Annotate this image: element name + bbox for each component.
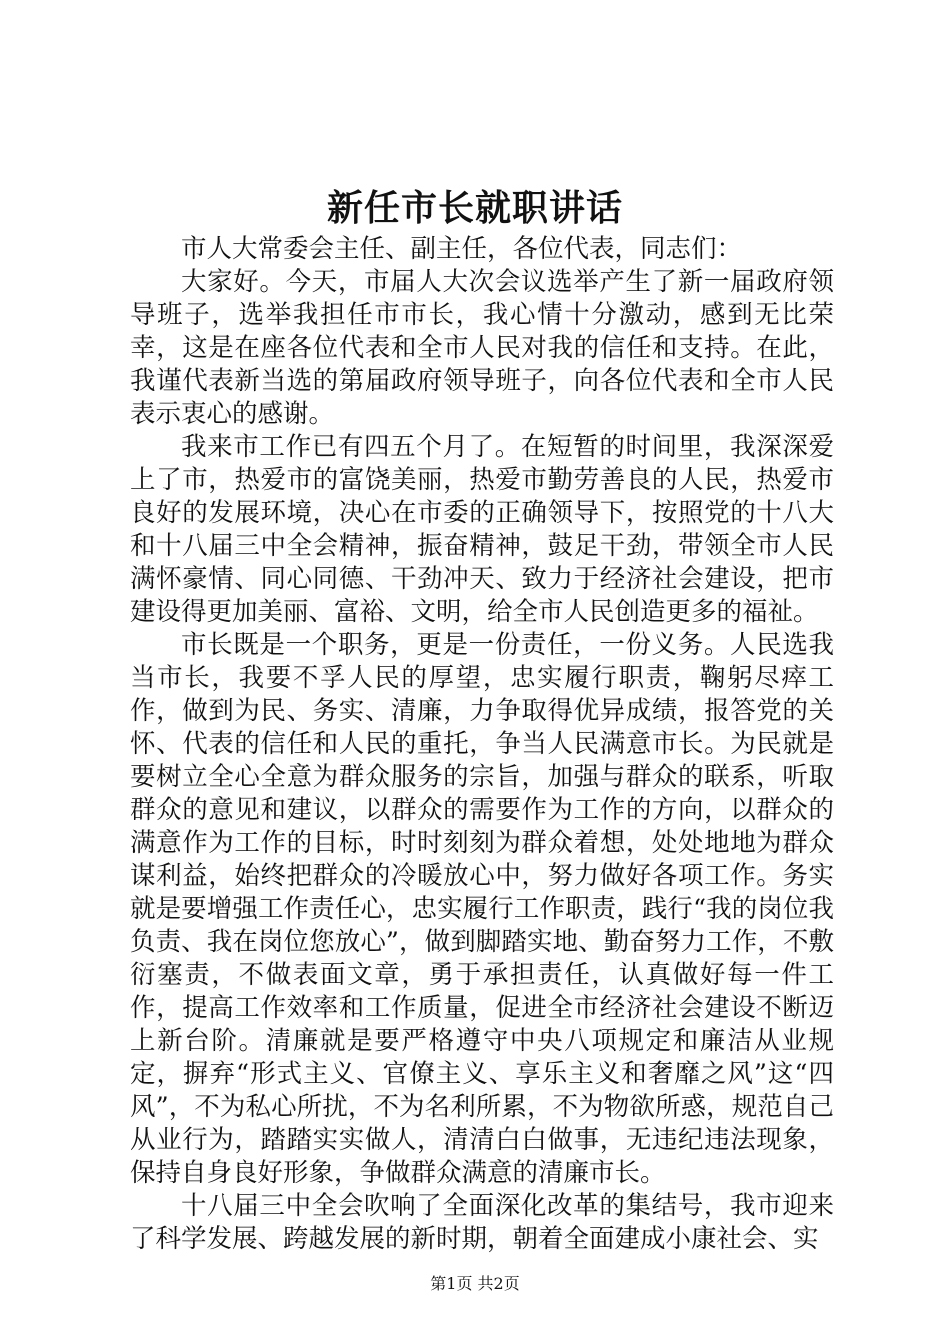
body-paragraph: 十八届三中全会吹响了全面深化改革的集结号，我市迎来了科学发展、跨越发展的新时期，朝着全面建成小康社会、实 xyxy=(130,1191,834,1254)
body-paragraph: 大家好。今天，市届人大次会议选举产生了新一届政府领导班子，选举我担任市市长，我心情十分激动，感到无比荣幸，这是在座各位代表和全市人民对我的信任和支持。在此，我谨代表新当选的第届政府领导班子，向各位代表和全市人民表示衷心的感谢。 xyxy=(130,267,834,429)
body-paragraph: 市长既是一个职务，更是一份责任，一份义务。人民选我当市长，我要不孚人民的厚望，忠实履行职责，鞠躬尽瘁工作，做到为民、务实、清廉，力争取得优异成绩，报答党的关怀、代表的信任和人民的重托，争当人民满意市长。为民就是要树立全心全意为群众服务的宗旨，加强与群众的联系，听取群众的意见和建议，以群众的需要作为工作的方向，以群众的满意作为工作的目标，时时刻刻为群众着想，处处地地为群众谋利益，始终把群众的冷暖放心中，努力做好各项工作。务实就是要增强工作责任心，忠实履行工作职责，践行“我的岗位我负责、我在岗位您放心”，做到脚踏实地、勤奋努力工作，不敷衍塞责，不做表面文章，勇于承担责任，认真做好每一件工作，提高工作效率和工作质量，促进全市经济社会建设不断迈上新台阶。清廉就是要严格遵守中央八项规定和廉洁从业规定，摒弃“形式主义、官僚主义、享乐主义和奢靡之风”这“四风”，不为私心所扰，不为名利所累，不为物欲所惑，规范自己从业行为，踏踏实实做人，清清白白做事，无违纪违法现象，保持自身良好形象，争做群众满意的清廉市长。 xyxy=(130,630,834,1188)
body-paragraph: 我来市工作已有四五个月了。在短暂的时间里，我深深爱上了市，热爱市的富饶美丽，热爱市勤劳善良的人民，热爱市良好的发展环境，决心在市委的正确领导下，按照党的十八大和十八届三中全会精神，振奋精神，鼓足干劲，带领全市人民满怀豪情、同心同德、干劲冲天、致力于经济社会建设，把市建设得更加美丽、富裕、文明，给全市人民创造更多的福祉。 xyxy=(130,432,834,627)
document-body xyxy=(130,233,834,1256)
page-footer: 第1页 共2页 xyxy=(430,1274,520,1293)
document-title: 新任市长就职讲话 xyxy=(326,187,623,229)
salutation-paragraph: 市人大常委会主任、副主任，各位代表，同志们： xyxy=(181,234,743,264)
